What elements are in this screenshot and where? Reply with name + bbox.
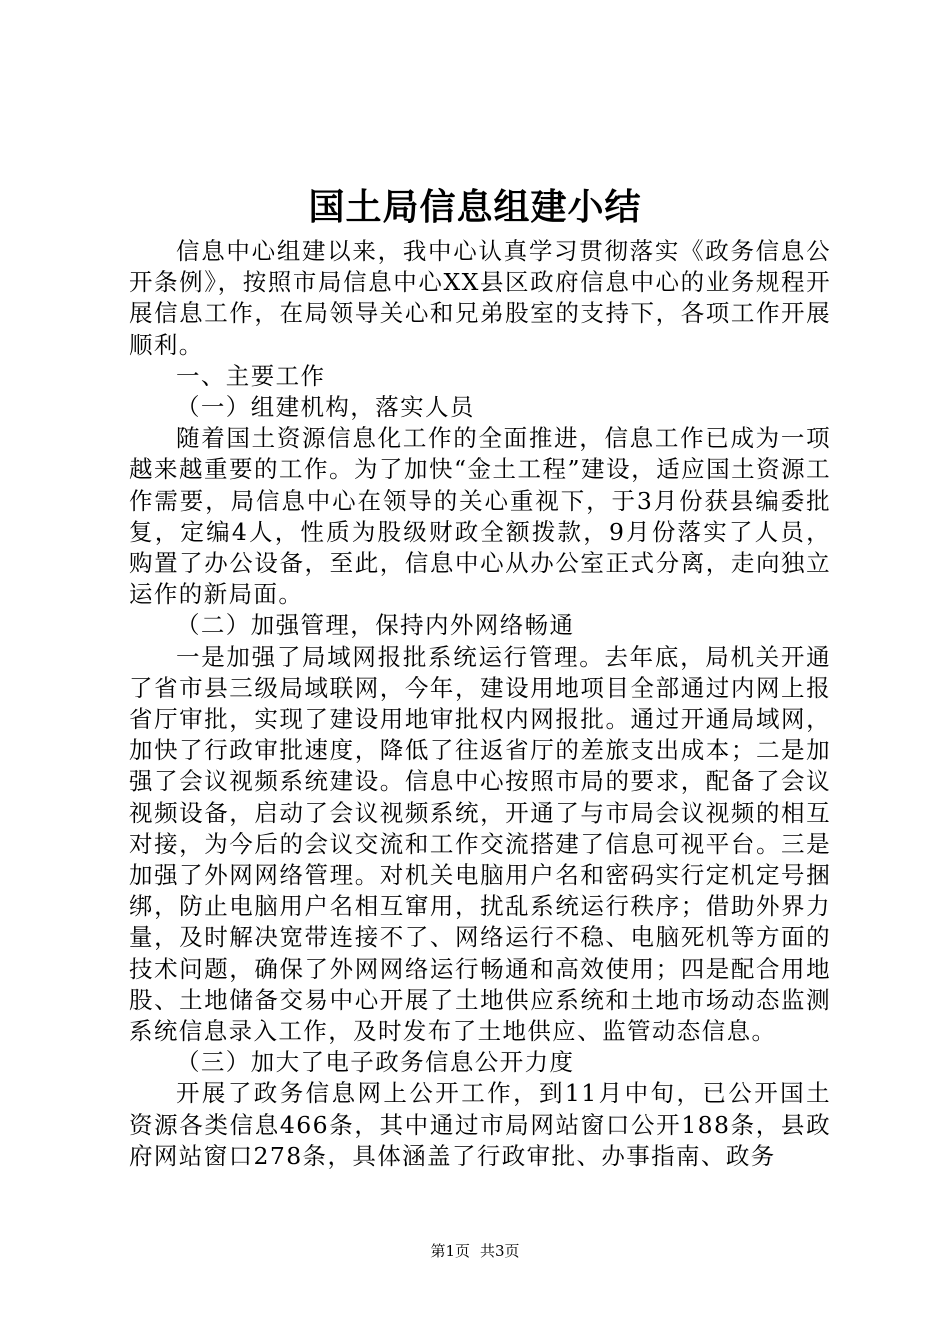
document-body (129, 236, 831, 1172)
paragraph-intro: 信息中心组建以来，我中心认真学习贯彻落实《政务信息公开条例》，按照市局信息中心XX县区政府信息中心的业务规程开展信息工作，在局领导关心和兄弟股室的支持下，各项工作开展顺利。 (129, 237, 831, 359)
section-heading-main-work: 一、主要工作 (176, 361, 326, 390)
subsection-heading-2: （二）加强管理，保持内外网络畅通 (176, 611, 575, 640)
paragraph-information-disclosure: 开展了政务信息网上公开工作，到11月中旬，已公开国土资源各类信息466条，其中通过市局网站窗口公开188条，县政府网站窗口278条，具体涵盖了行政审批、办事指南、政务 (129, 1079, 831, 1170)
paragraph-network-management: 一是加强了局域网报批系统运行管理。去年底，局机关开通了省市县三级局域联网，今年，建设用地项目全部通过内网上报省厅审批，实现了建设用地审批权内网报批。通过开通局域网，加快了行政审批速度，降低了往返省厅的差旅支出成本；二是加强了会议视频系统建设。信息中心按照市局的要求，配备了会议视频设备，启动了会议视频系统，开通了与市局会议视频的相互对接，为今后的会议交流和工作交流搭建了信息可视平台。三是加强了外网网络管理。对机关电脑用户名和密码实行定机定号捆绑，防止电脑用户名相互窜用，扰乱系统运行秩序；借助外界力量，及时解决宽带连接不了、网络运行不稳、电脑死机等方面的技术问题，确保了外网网络运行畅通和高效使用；四是配合用地股、土地储备交易中心开展了土地供应系统和土地市场动态监测系统信息录入工作，及时发布了土地供应、监管动态信息。 (129, 642, 831, 1046)
subsection-heading-1: （一）组建机构，落实人员 (176, 393, 475, 422)
subsection-heading-3: （三）加大了电子政务信息公开力度 (176, 1048, 575, 1077)
document-title: 国土局信息组建小结 (308, 186, 642, 228)
page-total: 共3页 (480, 1242, 520, 1260)
paragraph-organization: 随着国土资源信息化工作的全面推进，信息工作已成为一项越来越重要的工作。为了加快“金土工程”建设，适应国土资源工作需要，局信息中心在领导的关心重视下，于3月份获县编委批复，定编4人，性质为股级财政全额拨款，9月份落实了人员，购置了办公设备，至此，信息中心从办公室正式分离，走向独立运作的新局面。 (129, 424, 831, 609)
page-number: 第1页 (430, 1242, 470, 1260)
page-footer (0, 1240, 950, 1262)
